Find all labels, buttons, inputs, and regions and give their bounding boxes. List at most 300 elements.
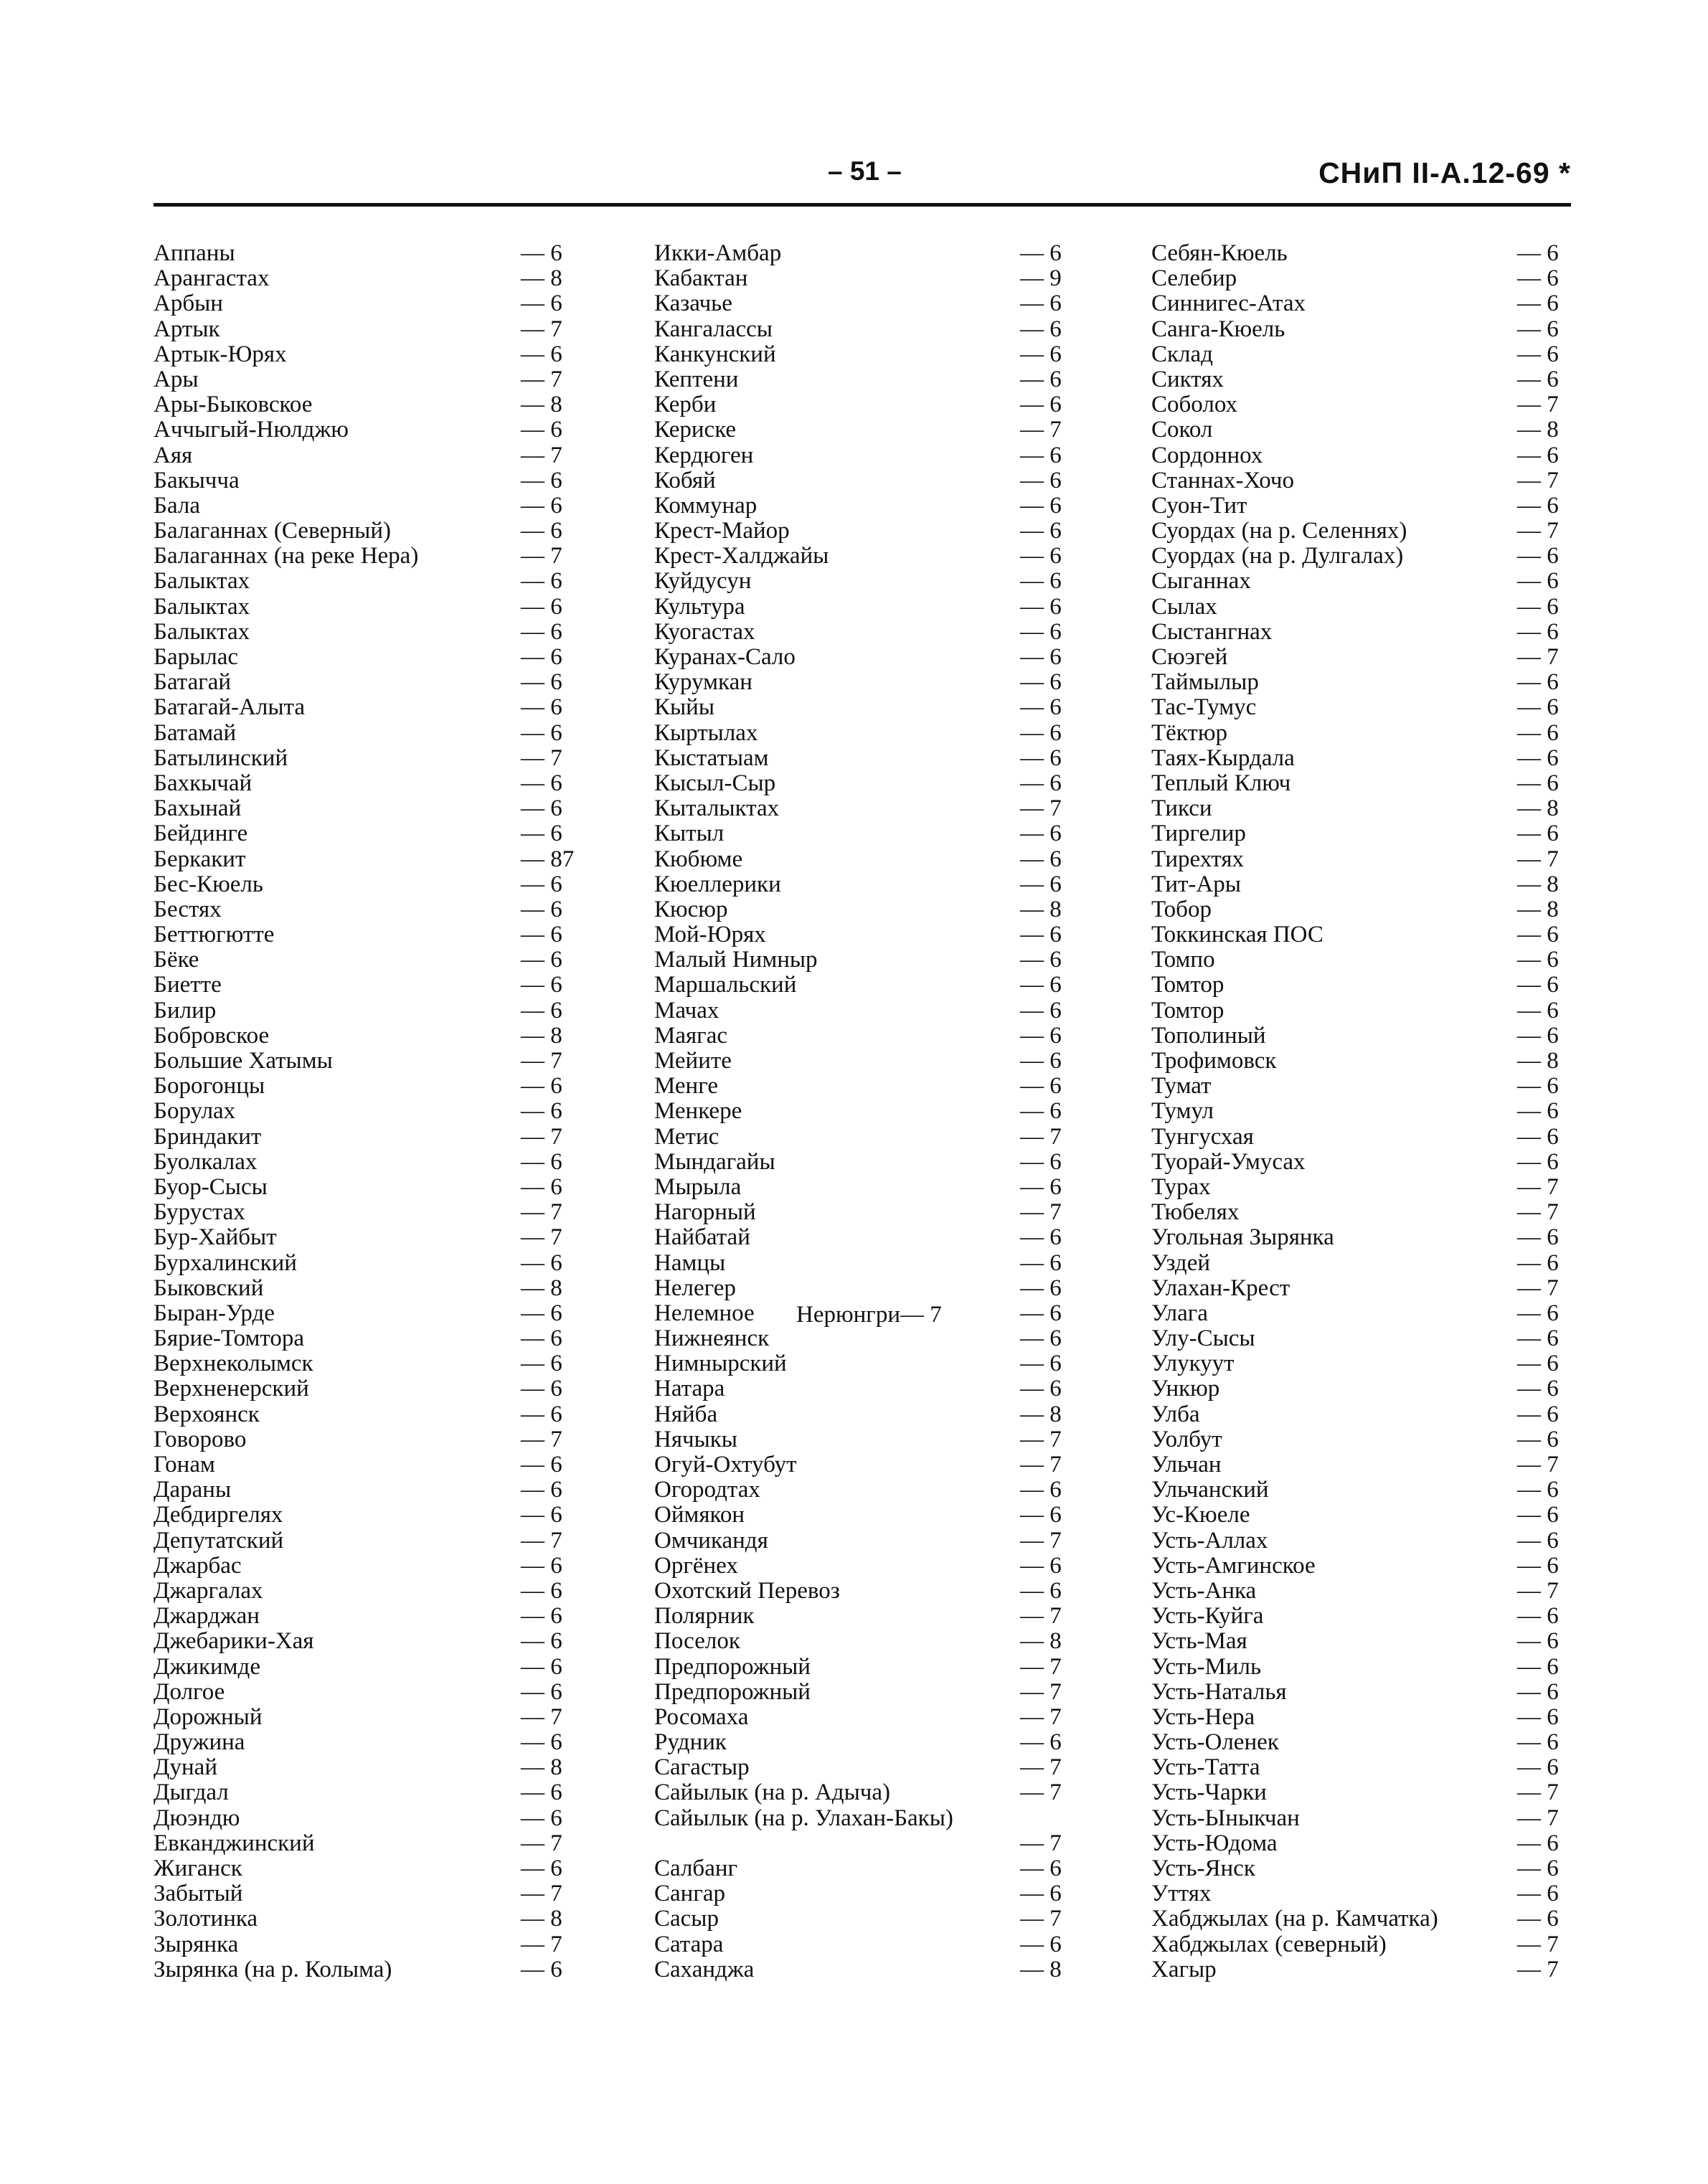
settlement-value: — 6 <box>521 1325 562 1352</box>
settlement-name: Кобяй <box>654 467 716 493</box>
settlement-name: Дружина <box>154 1729 245 1756</box>
settlement-value: — 6 <box>521 719 562 746</box>
list-item <box>154 519 584 544</box>
settlement-value: — 6 <box>1517 821 1559 847</box>
settlement-name: Курумкан <box>654 669 752 696</box>
settlement-name: Сюэгей <box>1151 644 1228 670</box>
settlement-value: — 6 <box>1517 265 1559 292</box>
list-item <box>654 1351 1085 1376</box>
list-item <box>1151 796 1575 821</box>
settlement-name: Тобор <box>1151 896 1212 922</box>
list-item <box>1151 1024 1575 1049</box>
settlement-value: — 7 <box>1517 644 1559 670</box>
settlement-name: Улахан-Крест <box>1151 1275 1291 1301</box>
list-item <box>1151 367 1575 392</box>
settlement-name: Жиганск <box>154 1856 242 1881</box>
settlement-name: Менкере <box>654 1098 742 1125</box>
settlement-value: — 6 <box>1517 1754 1559 1781</box>
list-item <box>654 1680 1085 1705</box>
settlement-value: — 7 <box>521 543 562 569</box>
settlement-name: Соболох <box>1151 392 1238 418</box>
list-item <box>1151 266 1575 291</box>
list-item <box>1151 519 1575 544</box>
list-item <box>654 544 1085 569</box>
settlement-value: — 7 <box>1517 1452 1559 1478</box>
list-item <box>1151 1402 1575 1427</box>
settlement-name: Угольная Зырянка <box>1151 1224 1334 1251</box>
settlement-name: Кыстатыам <box>654 744 769 771</box>
settlement-name: Усть-Мая <box>1151 1628 1247 1655</box>
list-item <box>1151 1150 1575 1175</box>
settlement-name: Бриндакит <box>154 1123 262 1150</box>
list-item <box>154 1024 584 1049</box>
settlement-name: Кангалассы <box>654 316 773 342</box>
settlement-name: Забытый <box>154 1881 243 1907</box>
settlement-name: Туорай-Умусах <box>1151 1148 1306 1175</box>
list-item <box>654 1881 1085 1906</box>
settlement-value: — 8 <box>1517 896 1559 922</box>
list-item <box>154 1932 584 1957</box>
settlement-value: — 6 <box>1020 1881 1062 1907</box>
settlement-name: Санга-Кюель <box>1151 316 1285 342</box>
list-item <box>1151 317 1575 342</box>
list-item <box>154 922 584 947</box>
list-item <box>1151 443 1575 468</box>
list-item <box>654 1755 1085 1780</box>
list-item <box>1151 1806 1575 1831</box>
settlement-name: Золотинка <box>154 1906 258 1932</box>
list-item <box>654 1402 1085 1427</box>
list-item <box>154 670 584 695</box>
settlement-value: — 6 <box>521 871 562 897</box>
settlement-value: — 6 <box>1020 1477 1062 1503</box>
list-item <box>154 1831 584 1856</box>
settlement-value: — 6 <box>1020 744 1062 771</box>
settlement-value: — 7 <box>1020 1452 1062 1478</box>
list-item <box>654 1326 1085 1351</box>
settlement-value: — 6 <box>1020 1351 1062 1377</box>
settlement-value: — 6 <box>1020 922 1062 948</box>
settlement-value: — 6 <box>1020 1048 1062 1074</box>
list-item <box>654 670 1085 695</box>
settlement-value: — 8 <box>1020 1956 1062 1982</box>
settlement-value: — 7 <box>521 1703 562 1730</box>
list-item <box>654 291 1085 316</box>
list-item <box>154 721 584 746</box>
settlement-name: Ульчанский <box>1151 1477 1269 1503</box>
settlement-name: Куйдусун <box>654 568 752 595</box>
settlement-value: — 6 <box>1517 1477 1559 1503</box>
settlement-value: — 6 <box>1517 1426 1559 1452</box>
list-item <box>154 1402 584 1427</box>
list-item <box>1151 947 1575 973</box>
settlement-value: — 6 <box>1517 744 1559 771</box>
settlement-name: Охотский Перевоз <box>654 1577 840 1604</box>
settlement-name: Кыйы <box>654 694 715 721</box>
settlement-value: — 6 <box>521 1173 562 1200</box>
list-item <box>1151 1579 1575 1604</box>
list-item <box>154 1881 584 1906</box>
settlement-value: — 6 <box>1517 1249 1559 1276</box>
settlement-name: Кердюген <box>654 442 754 468</box>
list-item <box>154 1427 584 1452</box>
settlement-value: — 6 <box>1020 316 1062 342</box>
settlement-value: — 6 <box>1517 1830 1559 1856</box>
settlement-name: Саханджа <box>654 1956 755 1982</box>
list-item <box>654 367 1085 392</box>
settlement-name: Икки-Амбар <box>654 240 782 266</box>
settlement-name: Трофимовск <box>1151 1048 1277 1074</box>
list-item <box>654 1478 1085 1503</box>
settlement-name: Аппаны <box>154 240 235 266</box>
settlement-value: — 6 <box>1020 1856 1062 1881</box>
settlement-name: Салбанг <box>654 1856 738 1881</box>
list-item <box>654 1175 1085 1200</box>
list-item <box>654 620 1085 645</box>
settlement-value: — 6 <box>1020 1729 1062 1756</box>
list-item <box>1151 1225 1575 1250</box>
settlement-value: — 7 <box>1517 1173 1559 1200</box>
settlement-value: — 8 <box>521 265 562 292</box>
settlement-name: Сыганнах <box>1151 568 1251 595</box>
list-item <box>654 1856 1085 1881</box>
list-item <box>154 367 584 392</box>
settlement-name: Верхоянск <box>154 1401 260 1427</box>
settlement-value: — 6 <box>1020 543 1062 569</box>
settlement-name: Томтор <box>1151 972 1225 998</box>
settlement-name: Ульчан <box>1151 1452 1222 1478</box>
settlement-value: — 6 <box>521 518 562 544</box>
settlement-value: — 6 <box>521 1098 562 1125</box>
settlement-value: — 6 <box>521 821 562 847</box>
settlement-value: — 7 <box>521 1199 562 1226</box>
list-item <box>654 821 1085 846</box>
list-item <box>1151 922 1575 947</box>
list-item <box>154 544 584 569</box>
list-item <box>1151 1427 1575 1452</box>
settlement-value: — 6 <box>521 694 562 721</box>
settlement-value: — 6 <box>1020 644 1062 670</box>
settlement-value: — 6 <box>521 972 562 998</box>
list-item <box>1151 872 1575 897</box>
settlement-name: Дюэндю <box>154 1805 240 1831</box>
list-item <box>154 1478 584 1503</box>
settlement-name: Тумат <box>1151 1073 1212 1100</box>
settlement-name: Буолкалах <box>154 1148 258 1175</box>
settlement-value: — 6 <box>1517 618 1559 645</box>
list-item <box>154 821 584 846</box>
settlement-value: — 6 <box>1020 341 1062 367</box>
list-item <box>654 1427 1085 1452</box>
settlement-value: — 8 <box>521 1022 562 1049</box>
settlement-name: Мындагайы <box>654 1148 775 1175</box>
settlement-name: Усть-Аллах <box>1151 1527 1268 1554</box>
list-item <box>154 266 584 291</box>
settlement-name: Уттях <box>1151 1881 1212 1907</box>
settlement-value: — 6 <box>1517 972 1559 998</box>
settlement-value: — 6 <box>1020 719 1062 746</box>
settlement-name: Бала <box>154 492 201 519</box>
list-item <box>154 1680 584 1705</box>
settlement-name: Тёктюр <box>1151 719 1227 746</box>
settlement-value: — 7 <box>1020 1426 1062 1452</box>
settlement-name: Бурхалинский <box>154 1249 297 1276</box>
settlement-name: Кюеллерики <box>654 871 781 897</box>
settlement-name: Зырянка (на р. Колыма) <box>154 1956 392 1982</box>
settlement-name: Томтор <box>1151 997 1225 1024</box>
settlement-column-1 <box>154 241 584 1982</box>
settlement-value: — 6 <box>521 1856 562 1881</box>
list-item <box>154 1957 584 1982</box>
settlement-name: Бурустах <box>154 1199 245 1226</box>
list-item <box>1151 1932 1575 1957</box>
settlement-name: Бес-Кюель <box>154 871 263 897</box>
settlement-name: Керби <box>654 392 717 418</box>
settlement-value: — 6 <box>1020 593 1062 620</box>
settlement-name: Рудник <box>654 1729 727 1756</box>
settlement-name: Натара <box>654 1376 725 1402</box>
settlement-value: — 7 <box>521 1224 562 1251</box>
settlement-value: — 6 <box>1517 1123 1559 1150</box>
settlement-value: — 7 <box>1517 846 1559 872</box>
list-item <box>654 1150 1085 1175</box>
settlement-value: — 8 <box>1517 417 1559 443</box>
list-item <box>154 1276 584 1301</box>
settlement-value: — 8 <box>1020 1401 1062 1427</box>
list-item <box>154 1579 584 1604</box>
settlement-value: — 6 <box>1517 1224 1559 1251</box>
settlement-name: Тополиный <box>1151 1022 1266 1049</box>
settlement-value: — 6 <box>1020 442 1062 468</box>
list-item <box>154 620 584 645</box>
settlement-value: — 7 <box>1020 1754 1062 1781</box>
list-item <box>154 771 584 796</box>
settlement-value: — 7 <box>1020 1830 1062 1856</box>
settlement-value: — 6 <box>1517 694 1559 721</box>
settlement-name: Кысыл-Сыр <box>654 770 776 796</box>
settlement-name: Сокол <box>1151 417 1213 443</box>
settlement-name: Улукуут <box>1151 1351 1235 1377</box>
settlement-name: Усть-Татта <box>1151 1754 1260 1781</box>
list-item <box>1151 417 1575 443</box>
list-item <box>654 417 1085 443</box>
settlement-value: — 6 <box>1517 669 1559 696</box>
settlement-value: — 6 <box>1020 467 1062 493</box>
settlement-name: Тирехтях <box>1151 846 1245 872</box>
settlement-value: — 6 <box>1517 1073 1559 1100</box>
settlement-name: Мейите <box>654 1048 732 1074</box>
settlement-name: Сыстангнах <box>1151 618 1273 645</box>
settlement-value: — 6 <box>1517 1022 1559 1049</box>
settlement-name: Дунай <box>154 1754 217 1781</box>
settlement-value: — 6 <box>521 1351 562 1377</box>
list-item <box>654 1200 1085 1225</box>
settlement-name: Склад <box>1151 341 1213 367</box>
settlement-value: — 6 <box>1517 442 1559 468</box>
settlement-name: Сайылык (на р. Адыча) <box>654 1779 890 1806</box>
list-item <box>1151 569 1575 594</box>
settlement-name: Метис <box>654 1123 719 1150</box>
list-item <box>1151 645 1575 670</box>
list-item <box>1151 1200 1575 1225</box>
settlement-name: Беттюгютте <box>154 922 275 948</box>
list-item <box>1151 1376 1575 1401</box>
list-item <box>1151 1074 1575 1099</box>
list-item <box>1151 695 1575 720</box>
settlement-name: Ары-Быковское <box>154 392 313 418</box>
settlement-value: — 6 <box>1517 1098 1559 1125</box>
settlement-name: Сылах <box>1151 593 1217 620</box>
settlement-name: Батылинский <box>154 744 288 771</box>
settlement-name: Сордоннох <box>1151 442 1263 468</box>
settlement-name: Кериске <box>654 417 737 443</box>
list-item <box>154 291 584 316</box>
list-item <box>1151 1957 1575 1982</box>
settlement-value: — 6 <box>521 644 562 670</box>
settlement-value: — 6 <box>1020 1502 1062 1528</box>
list-item <box>154 468 584 493</box>
settlement-name: Таймылыр <box>1151 669 1259 696</box>
settlement-value: — 6 <box>521 1653 562 1680</box>
settlement-name: Дыгдал <box>154 1779 229 1806</box>
settlement-value: — 6 <box>1020 1173 1062 1200</box>
list-item <box>154 1528 584 1554</box>
list-item <box>1151 721 1575 746</box>
settlement-name: Кептени <box>654 366 739 392</box>
settlement-value: — 6 <box>1020 821 1062 847</box>
settlement-value: — 6 <box>1517 1527 1559 1554</box>
list-item <box>654 493 1085 519</box>
settlement-value: — 6 <box>521 1678 562 1705</box>
settlement-name: Борулах <box>154 1098 236 1125</box>
settlement-name: Омчикандя <box>654 1527 768 1554</box>
settlement-value: — 6 <box>1020 947 1062 973</box>
settlement-value: — 6 <box>1517 341 1559 367</box>
list-item <box>154 897 584 922</box>
list-item <box>654 266 1085 291</box>
list-item <box>654 1780 1085 1805</box>
list-item <box>154 493 584 519</box>
settlement-value: — 6 <box>521 593 562 620</box>
list-item <box>654 1125 1085 1150</box>
settlement-value: — 6 <box>521 618 562 645</box>
settlement-value: — 6 <box>1020 1275 1062 1301</box>
settlement-name: Турах <box>1151 1173 1211 1200</box>
settlement-value: — 8 <box>521 1906 562 1932</box>
settlement-value: — 6 <box>1020 290 1062 317</box>
settlement-name: Буор-Сысы <box>154 1173 268 1200</box>
settlement-name: Нагорный <box>654 1199 756 1226</box>
settlement-value: — 7 <box>1020 1653 1062 1680</box>
settlement-value: — 6 <box>521 795 562 822</box>
settlement-name: Джарбас <box>154 1552 242 1579</box>
list-item <box>654 973 1085 998</box>
settlement-value: — 7 <box>1020 1779 1062 1806</box>
settlement-value: — 6 <box>521 669 562 696</box>
settlement-name: Дебдиргелях <box>154 1502 283 1528</box>
settlement-name: Верхнеколымск <box>154 1351 313 1377</box>
list-item <box>154 1806 584 1831</box>
list-item <box>1151 342 1575 367</box>
settlement-name: Балаганнах (на реке Нера) <box>154 543 419 569</box>
settlement-name: Кыталыктах <box>654 795 780 822</box>
settlement-name: Гонам <box>154 1452 215 1478</box>
list-item <box>654 1604 1085 1629</box>
settlement-name: Уздей <box>1151 1249 1211 1276</box>
settlement-value: — 6 <box>1517 719 1559 746</box>
list-item <box>654 1579 1085 1604</box>
settlement-name: Балыктах <box>154 618 250 645</box>
settlement-name: Верхненерский <box>154 1376 309 1402</box>
settlement-name: Нелемное <box>654 1300 755 1326</box>
list-item <box>654 1503 1085 1528</box>
header-rule <box>154 203 1571 207</box>
list-item <box>654 1251 1085 1276</box>
list-item <box>654 998 1085 1024</box>
settlement-value: — 6 <box>1517 922 1559 948</box>
settlement-name: Томпо <box>1151 947 1215 973</box>
list-item <box>1151 1351 1575 1376</box>
settlement-value: — 6 <box>521 341 562 367</box>
list-item <box>1151 998 1575 1024</box>
settlement-name: Нижнеянск <box>654 1325 770 1352</box>
settlement-value: — 6 <box>1517 1678 1559 1705</box>
settlement-name: Хабджылах (северный) <box>1151 1931 1387 1957</box>
settlement-name: Тюбелях <box>1151 1199 1240 1226</box>
settlement-name: Долгое <box>154 1678 225 1705</box>
list-item <box>654 771 1085 796</box>
list-item <box>154 1125 584 1150</box>
list-item <box>1151 468 1575 493</box>
list-item <box>154 1351 584 1376</box>
settlement-name: Кюсюр <box>654 896 728 922</box>
page-number: – 51 – <box>828 156 902 186</box>
list-item <box>154 796 584 821</box>
settlement-value: — 6 <box>521 947 562 973</box>
settlement-name: Батагай <box>154 669 232 696</box>
list-item <box>154 1655 584 1680</box>
settlement-name: Джарджан <box>154 1603 260 1630</box>
list-item <box>1151 1528 1575 1554</box>
settlement-value: — 6 <box>1020 240 1062 266</box>
settlement-value: — 6 <box>1517 997 1559 1024</box>
list-item <box>154 1326 584 1351</box>
settlement-value: — 6 <box>1020 997 1062 1024</box>
settlement-name: Артык <box>154 316 220 342</box>
list-item <box>654 922 1085 947</box>
settlement-name: Арбын <box>154 290 223 317</box>
list-item <box>154 1225 584 1250</box>
list-item <box>1151 1503 1575 1528</box>
list-item <box>1151 1831 1575 1856</box>
settlement-name: Усть-Амгинское <box>1151 1552 1316 1579</box>
list-item <box>1151 1099 1575 1124</box>
settlement-value: — 6 <box>1020 1552 1062 1579</box>
list-item <box>154 1856 584 1881</box>
settlement-value: — 6 <box>1020 392 1062 418</box>
settlement-value: — 6 <box>1020 972 1062 998</box>
settlement-value: — 6 <box>1517 1729 1559 1756</box>
list-item <box>1151 1629 1575 1654</box>
settlement-value: — 7 <box>1020 1603 1062 1630</box>
settlement-name: Джебарики-Хая <box>154 1628 314 1655</box>
list-item <box>154 1629 584 1654</box>
settlement-value: — 6 <box>1020 1376 1062 1402</box>
settlement-value: — 6 <box>1020 1022 1062 1049</box>
settlement-name: Кабактан <box>654 265 748 292</box>
list-item <box>654 1024 1085 1049</box>
settlement-value: — 6 <box>1517 1653 1559 1680</box>
